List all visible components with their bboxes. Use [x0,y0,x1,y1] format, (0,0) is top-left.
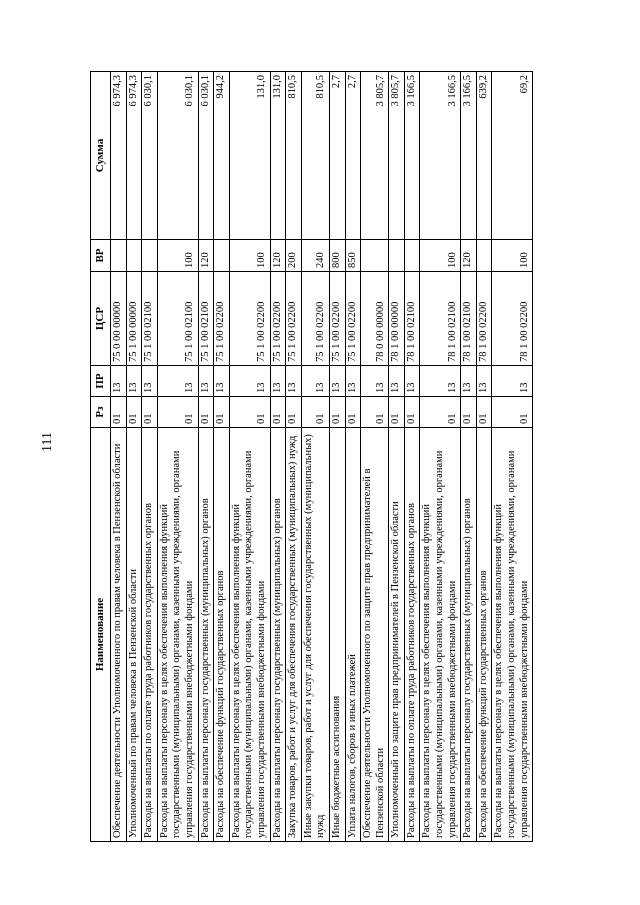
cell-rz: 01 [229,397,270,428]
cell-vr: 120 [461,240,477,272]
cell-sum: 6 030,1 [142,72,158,240]
cell-rz: 01 [301,397,329,428]
table-row [389,72,405,842]
cell-csr: 75 1 00 00000 [126,272,142,366]
header-sum: Сумма [91,72,111,240]
table-row [157,72,198,842]
cell-name: Иные бюджетные ассигнования [329,428,345,842]
cell-pr: 13 [198,366,214,397]
cell-vr [404,240,420,272]
cell-name: Расходы на обеспечение функций государственных органов [476,428,492,842]
header-csr: ЦСР [91,272,111,366]
table-row [301,72,329,842]
cell-vr: 120 [198,240,214,272]
cell-name: Расходы на выплаты персоналу в целях обеспечения выполнения функций государственными (муниципальными) органами, казенными учреждениями, органами управления государственными внебюджетными фондами [492,428,533,842]
cell-sum: 3 805,7 [389,72,405,240]
cell-csr: 75 1 00 02100 [142,272,158,366]
cell-name: Обеспечение деятельности Уполномоченного по защите прав предпринимателей в Пензенской области [361,428,389,842]
cell-sum: 3 805,7 [361,72,389,240]
cell-name: Уполномоченный по защите прав предпринимателей в Пензенской области [389,428,405,842]
cell-sum: 6 030,1 [198,72,214,240]
cell-pr: 13 [126,366,142,397]
cell-name: Иные закупки товаров, работ и услуг для обеспечения государственных (муниципальных) нужд [301,428,329,842]
cell-name: Расходы на выплаты персоналу в целях обеспечения выполнения функций государственными (муниципальными) органами, казенными учреждениями, органами управления государственными внебюджетными фондами [229,428,270,842]
cell-rz: 01 [492,397,533,428]
cell-name: Расходы на выплаты по оплате труда работников государственных органов [404,428,420,842]
cell-vr [476,240,492,272]
cell-pr: 13 [461,366,477,397]
table-row [345,72,361,842]
table-row [461,72,477,842]
cell-sum: 6 974,3 [111,72,127,240]
cell-vr: 850 [345,240,361,272]
budget-table [90,71,533,842]
cell-csr: 78 1 00 02200 [492,272,533,366]
cell-vr [361,240,389,272]
cell-vr: 100 [157,240,198,272]
cell-csr: 75 1 00 02200 [286,272,302,366]
cell-csr: 75 1 00 02200 [345,272,361,366]
table-row [492,72,533,842]
cell-csr: 75 1 00 02200 [329,272,345,366]
cell-csr: 78 1 00 02100 [420,272,461,366]
table-row [214,72,230,842]
table-row [270,72,286,842]
table-row [420,72,461,842]
cell-sum: 3 166,5 [420,72,461,240]
cell-csr: 75 1 00 02200 [229,272,270,366]
cell-sum: 6 030,1 [157,72,198,240]
cell-rz: 01 [286,397,302,428]
cell-rz: 01 [404,397,420,428]
page-number: 111 [40,432,55,452]
cell-vr: 100 [420,240,461,272]
cell-rz: 01 [157,397,198,428]
cell-csr: 78 1 00 00000 [389,272,405,366]
table-row [198,72,214,842]
cell-rz: 01 [345,397,361,428]
cell-name: Расходы на выплаты по оплате труда работников государственных органов [142,428,158,842]
header-vr: ВР [91,240,111,272]
cell-sum: 3 166,5 [404,72,420,240]
cell-name: Уплата налогов, сборов и иных платежей [345,428,361,842]
cell-csr: 78 1 00 02200 [476,272,492,366]
cell-sum: 2,7 [345,72,361,240]
cell-csr: 75 1 00 02200 [270,272,286,366]
cell-csr: 75 1 00 02100 [157,272,198,366]
table-row [476,72,492,842]
cell-name: Закупка товаров, работ и услуг для обеспечения государственных (муниципальных) нужд [286,428,302,842]
cell-rz: 01 [361,397,389,428]
cell-rz: 01 [142,397,158,428]
rotated-page [90,72,624,842]
cell-pr: 13 [214,366,230,397]
cell-name: Обеспечение деятельности Уполномоченного по правам человека в Пензенской области [111,428,127,842]
cell-rz: 01 [198,397,214,428]
cell-name: Уполномоченный по правам человека в Пензенской области [126,428,142,842]
cell-vr: 800 [329,240,345,272]
cell-name: Расходы на выплаты персоналу в целях обеспечения выполнения функций государственными (муниципальными) органами, казенными учреждениями, органами управления государственными внебюджетными фондами [157,428,198,842]
cell-rz: 01 [126,397,142,428]
cell-sum: 131,0 [270,72,286,240]
cell-vr: 100 [229,240,270,272]
cell-pr: 13 [142,366,158,397]
cell-rz: 01 [214,397,230,428]
cell-sum: 944,2 [214,72,230,240]
cell-pr: 13 [361,366,389,397]
cell-sum: 810,5 [286,72,302,240]
table-body [111,72,533,842]
cell-pr: 13 [389,366,405,397]
cell-pr: 13 [476,366,492,397]
cell-pr: 13 [345,366,361,397]
table-row [142,72,158,842]
cell-vr: 100 [492,240,533,272]
cell-vr [389,240,405,272]
cell-sum: 6 974,3 [126,72,142,240]
cell-vr [142,240,158,272]
cell-vr [126,240,142,272]
table-row [329,72,345,842]
cell-sum: 810,5 [301,72,329,240]
cell-pr: 13 [329,366,345,397]
cell-csr: 78 1 00 02100 [404,272,420,366]
cell-vr [111,240,127,272]
cell-sum: 131,0 [229,72,270,240]
cell-vr: 120 [270,240,286,272]
header-rz: Рз [91,397,111,428]
cell-pr: 13 [420,366,461,397]
header-row [91,72,111,842]
cell-pr: 13 [157,366,198,397]
cell-name: Расходы на выплаты персоналу государственных (муниципальных) органов [461,428,477,842]
cell-name: Расходы на выплаты персоналу государственных (муниципальных) органов [198,428,214,842]
cell-name: Расходы на обеспечение функций государственных органов [214,428,230,842]
cell-pr: 13 [492,366,533,397]
cell-csr: 78 1 00 02100 [461,272,477,366]
table-row [404,72,420,842]
cell-sum: 69,2 [492,72,533,240]
cell-csr: 75 1 00 02200 [301,272,329,366]
cell-rz: 01 [329,397,345,428]
cell-csr: 78 0 00 00000 [361,272,389,366]
cell-csr: 75 0 00 00000 [111,272,127,366]
cell-rz: 01 [420,397,461,428]
cell-rz: 01 [461,397,477,428]
cell-rz: 01 [270,397,286,428]
cell-pr: 13 [404,366,420,397]
cell-rz: 01 [389,397,405,428]
cell-sum: 639,2 [476,72,492,240]
table-row [286,72,302,842]
cell-name: Расходы на выплаты персоналу в целях обеспечения выполнения функций государственными (муниципальными) органами, казенными учреждениями, органами управления государственными внебюджетными фондами [420,428,461,842]
table-row [111,72,127,842]
cell-rz: 01 [476,397,492,428]
cell-pr: 13 [111,366,127,397]
cell-pr: 13 [286,366,302,397]
cell-vr [214,240,230,272]
table-row [361,72,389,842]
cell-pr: 13 [270,366,286,397]
table-header [91,72,111,842]
cell-csr: 75 1 00 02200 [214,272,230,366]
cell-sum: 3 166,5 [461,72,477,240]
header-pr: ПР [91,366,111,397]
cell-csr: 75 1 00 02100 [198,272,214,366]
header-name: Наименование [91,428,111,842]
cell-name: Расходы на выплаты персоналу государственных (муниципальных) органов [270,428,286,842]
cell-vr: 200 [286,240,302,272]
cell-pr: 13 [229,366,270,397]
cell-vr: 240 [301,240,329,272]
cell-sum: 2,7 [329,72,345,240]
table-row [126,72,142,842]
table-row [229,72,270,842]
cell-pr: 13 [301,366,329,397]
cell-rz: 01 [111,397,127,428]
